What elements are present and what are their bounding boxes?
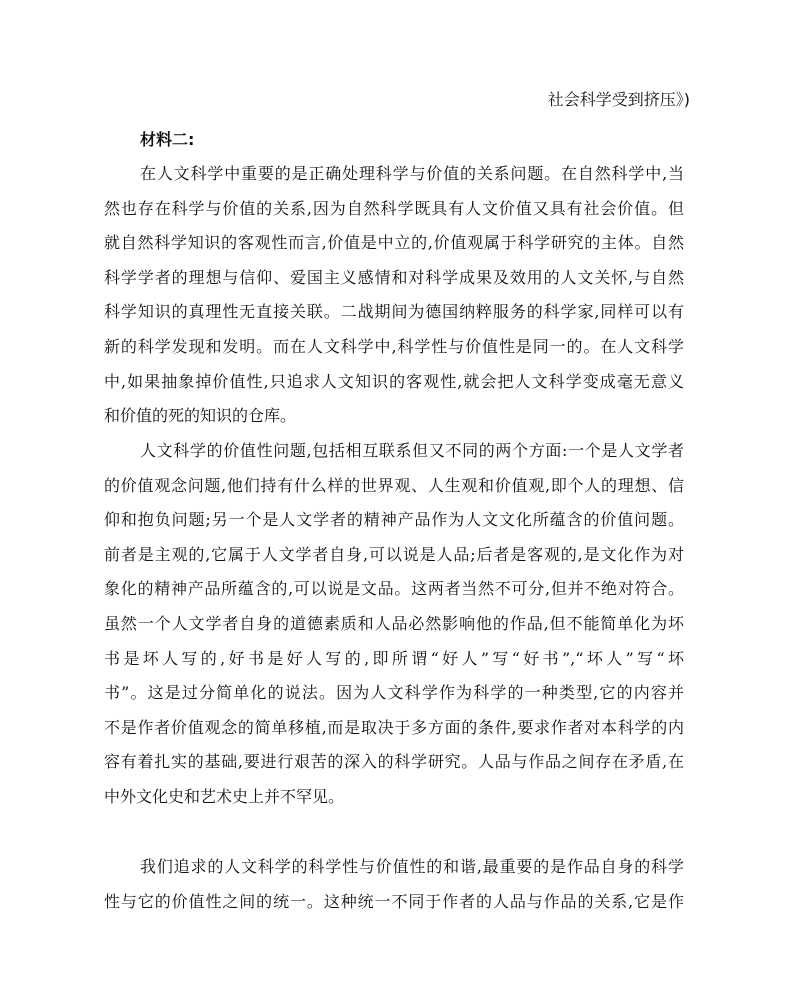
paragraph-line: 仰和抱负问题;另一个是人文学者的精神产品作为人文文化所蕴含的价值问题。 xyxy=(104,510,684,530)
paragraph-line: 就自然科学知识的客观性而言,价值是中立的,价值观属于科学研究的主体。自然 xyxy=(104,233,684,253)
paragraph-line: 然也存在科学与价值的关系,因为自然科学既具有人文价值又具有社会价值。但 xyxy=(104,198,684,218)
paragraph-line: 和价值的死的知识的仓库。 xyxy=(104,406,297,426)
source-citation-tail: 社会科学受到挤压》) xyxy=(547,90,690,109)
paragraph-3 xyxy=(104,850,684,919)
paragraph-line: 性与它的价值性之间的统一。这种统一不同于作者的人品与作品的关系,它是作 xyxy=(104,891,684,911)
paragraph-line: 在人文科学中重要的是正确处理科学与价值的关系问题。在自然科学中,当 xyxy=(140,164,684,183)
paragraph-2 xyxy=(104,434,684,815)
paragraph-line: 虽然一个人文学者自身的道德素质和人品必然影响他的作品,但不能简单化为坏 xyxy=(104,613,684,633)
paragraph-line: 书”。这是过分简单化的说法。因为人文科学作为科学的一种类型,它的内容并 xyxy=(104,683,684,703)
paragraph-line: 人文科学的价值性问题,包括相互联系但又不同的两个方面:一个是人文学者 xyxy=(140,441,684,460)
paragraph-line: 书是坏人写的,好书是好人写的,即所谓“好人”写“好书”,“坏人”写“坏 xyxy=(104,648,684,668)
paragraph-line: 新的科学发现和发明。而在人文科学中,科学性与价值性是同一的。在人文科学 xyxy=(104,336,684,356)
section-heading: 材料二: xyxy=(140,130,195,149)
paragraph-line: 不是作者价值观念的简单移植,而是取决于多方面的条件,要求作者对本科学的内 xyxy=(104,717,684,737)
paragraph-1 xyxy=(104,157,684,434)
paragraph-line: 科学知识的真理性无直接关联。二战期间为德国纳粹服务的科学家,同样可以有 xyxy=(104,302,684,322)
paragraph-line: 的价值观念问题,他们持有什么样的世界观、人生观和价值观,即个人的理想、信 xyxy=(104,475,684,495)
paragraph-line: 中,如果抽象掉价值性,只追求人文知识的客观性,就会把人文科学变成毫无意义 xyxy=(104,371,684,391)
paragraph-line: 中外文化史和艺术史上并不罕见。 xyxy=(104,786,345,806)
paragraph-line: 前者是主观的,它属于人文学者自身,可以说是人品;后者是客观的,是文化作为对 xyxy=(104,544,684,564)
paragraph-line: 象化的精神产品所蕴含的,可以说是文品。这两者当然不可分,但并不绝对符合。 xyxy=(104,579,684,599)
paragraph-line: 科学学者的理想与信仰、爱国主义感情和对科学成果及效用的人文关怀,与自然 xyxy=(104,267,684,287)
paragraph-line: 我们追求的人文科学的科学性与价值性的和谐,最重要的是作品自身的科学 xyxy=(140,857,684,876)
paragraph-line: 容有着扎实的基础,要进行艰苦的深入的科学研究。人品与作品之间存在矛盾,在 xyxy=(104,752,684,772)
